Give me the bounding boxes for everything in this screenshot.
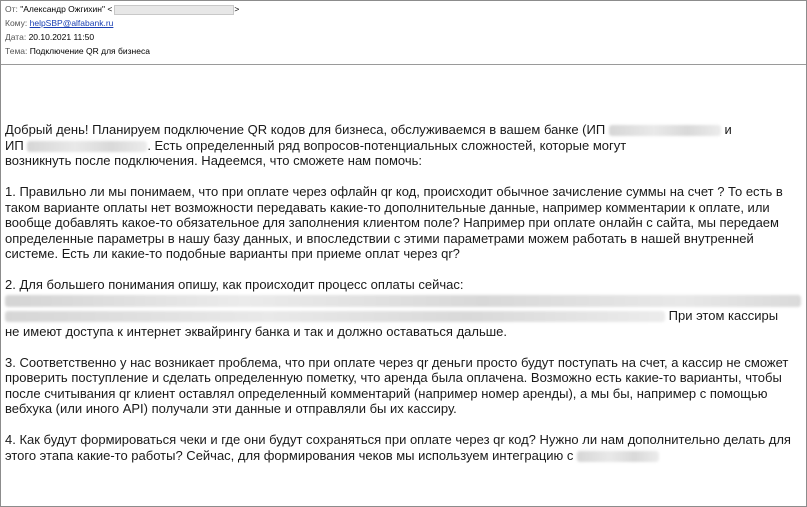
header-divider	[1, 64, 806, 65]
email-body	[5, 122, 805, 463]
subject-label: Тема:	[5, 46, 28, 56]
paragraph-question-2: 2. Для большего понимания опишу, как происходит процесс оплаты сейчас: При этом кассиры не имеют доступа к интернет эквайрингу банка и так и должно оставаться дальше.	[5, 277, 805, 339]
to-label: Кому:	[5, 18, 28, 28]
redacted-text	[609, 125, 721, 136]
subject-value: Подключение QR для бизнеса	[29, 46, 150, 56]
paragraph-greeting: Добрый день! Планируем подключение QR кодов для бизнеса, обслуживаемся в вашем банке (ИП и ИП . Есть определенный ряд вопросов-потенциальных сложностей, которые могут возникнуть после подключения. Надеемся, что сможете нам помочь:	[5, 122, 732, 168]
redacted-text	[5, 295, 801, 307]
redacted-text	[577, 451, 659, 462]
redacted-text	[5, 311, 665, 322]
redacted-text	[27, 141, 147, 152]
date-row	[5, 32, 94, 43]
date-value: 20.10.2021 11:50	[28, 32, 95, 42]
paragraph-question-4: 4. Как будут формироваться чеки и где они будут сохраняться при оплате через qr код? Нужно ли нам дополнительно делать для этого этапа какие-то работы? Сейчас, для формирования чеков мы используем интеграцию с	[5, 432, 791, 463]
from-row: От: "Александр Ожгихин" < >	[5, 4, 240, 14]
date-label: Дата:	[5, 32, 27, 42]
to-email-link[interactable]: helpSBP@alfabank.ru	[29, 18, 114, 28]
paragraph-question-1: 1. Правильно ли мы понимаем, что при оплате через офлайн qr код, происходит обычное зачисление суммы на счет ? То есть в таком варианте оплаты нет возможности передавать какие-то дополнительные данные, например комментарии к оплате, или вообще добавлять какое-то обязательное для заполнения клиентом поле? Например при оплате онлайн с сайта, мы передаем определенные параметры в нашу базу данных, и впоследствии с этими параметрами можем работать в нашей внутренней системе. Есть ли какие-то подобные варианты при приеме оплат через qr?	[5, 184, 783, 261]
from-label: От:	[5, 4, 18, 14]
from-value: "Александр Ожгихин" <	[20, 4, 113, 14]
to-row	[5, 18, 113, 29]
paragraph-question-3: 3. Соответственно у нас возникает проблема, что при оплате через qr деньги просто будут поступать на счет, а кассир не сможет проверить поступление и сделать определенную пометку, что аренда была оплачена. Возможно есть какие-то варианты, чтобы после считывания qr клиент оставлял определенный комментарий (например номер аренды), а мы бы, например с помощью вебхука (или иного API) получали эти данные и отправляли бы их кассиру.	[5, 354, 789, 416]
email-header	[1, 1, 806, 63]
redacted-email-field	[114, 5, 234, 15]
subject-row	[5, 46, 150, 57]
